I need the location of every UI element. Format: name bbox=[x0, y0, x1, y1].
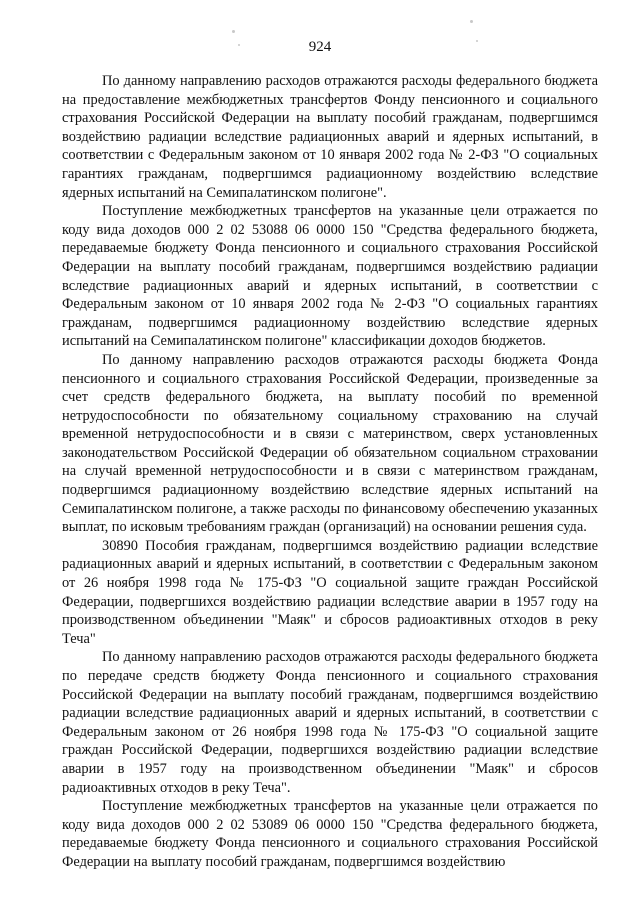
paragraph: 30890 Пособия гражданам, подвергшимся воздействию радиации вследствие радиационных аварий и ядерных испытаний, в соответствии с Федеральным законом от 26 ноября 1998 года № 175-ФЗ "О социальной защите граждан Российской Федерации, подвергшихся воздействию радиации вследствие аварии в 1957 году на производственном объединении "Маяк" и сбросов радиоактивных отходов в реку Теча" bbox=[62, 537, 598, 647]
paragraph: Поступление межбюджетных трансфертов на указанные цели отражается по коду вида доходов 000 2 02 53088 06 0000 150 "Средства федерального бюджета, передаваемые бюджету Фонда пенсионного и социального страхования Российской Федерации на выплату пособий гражданам, подвергшимся воздействию радиации вследствие радиационных аварий и ядерных испытаний, в соответствии с Федеральным законом от 10 января 2002 года № 2-ФЗ "О социальных гарантиях гражданам, подвергшимся радиационному воздействию вследствие ядерных испытаний на Семипалатинском полигоне" классификации доходов бюджетов. bbox=[62, 203, 598, 350]
paragraph: По данному направлению расходов отражаются расходы бюджета Фонда пенсионного и социального страхования Российской Федерации, произведенные за счет средств федерального бюджета, на выплату пособий по временной нетрудоспособности по обязательному социальному страхованию на случай временной нетрудоспособности и в связи с материнством, сверх установленных законодательством Российской Федерации об обязательном социальном страховании на случай временной нетрудоспособности и в связи с материнством гражданам, подвергшимся радиационному воздействию вследствие ядерных испытаний на Семипалатинском полигоне, а также расходы по финансовому обеспечению указанных выплат, по исковым требованиям граждан (организаций) на основании решения суда. bbox=[62, 351, 598, 536]
page-number: 924 bbox=[308, 39, 332, 55]
document-body bbox=[62, 72, 598, 872]
paragraph: По данному направлению расходов отражаются расходы федерального бюджета на предоставление межбюджетных трансфертов Фонду пенсионного и социального страхования Российской Федерации на выплату пособий гражданам, подвергшимся воздействию радиации вследствие радиационных аварий и ядерных испытаний, в соответствии с Федеральным законом от 10 января 2002 года № 2-ФЗ "О социальных гарантиях гражданам, подвергшимся радиационному воздействию вследствие ядерных испытаний на Семипалатинском полигоне". bbox=[62, 73, 598, 201]
scan-artifact bbox=[232, 30, 235, 33]
paragraph: Поступление межбюджетных трансфертов на указанные цели отражается по коду вида доходов 000 2 02 53089 06 0000 150 "Средства федерального бюджета, передаваемые бюджету Фонда пенсионного и социального страхования Российской Федерации на выплату пособий гражданам, подвергшимся воздействию bbox=[62, 798, 598, 870]
paragraph: По данному направлению расходов отражаются расходы федерального бюджета по передаче средств бюджету Фонда пенсионного и социального страхования Российской Федерации на выплату пособий гражданам, подвергшимся воздействию радиации вследствие радиационных аварий и ядерных испытаний, в соответствии с Федеральным законом от 26 ноября 1998 года № 175-ФЗ "О социальной защите граждан Российской Федерации, подвергшихся воздействию радиации вследствие аварии в 1957 году на производственном объединении "Маяк" и сбросов радиоактивных отходов в реку Теча". bbox=[62, 649, 598, 796]
scan-artifact bbox=[470, 20, 473, 23]
